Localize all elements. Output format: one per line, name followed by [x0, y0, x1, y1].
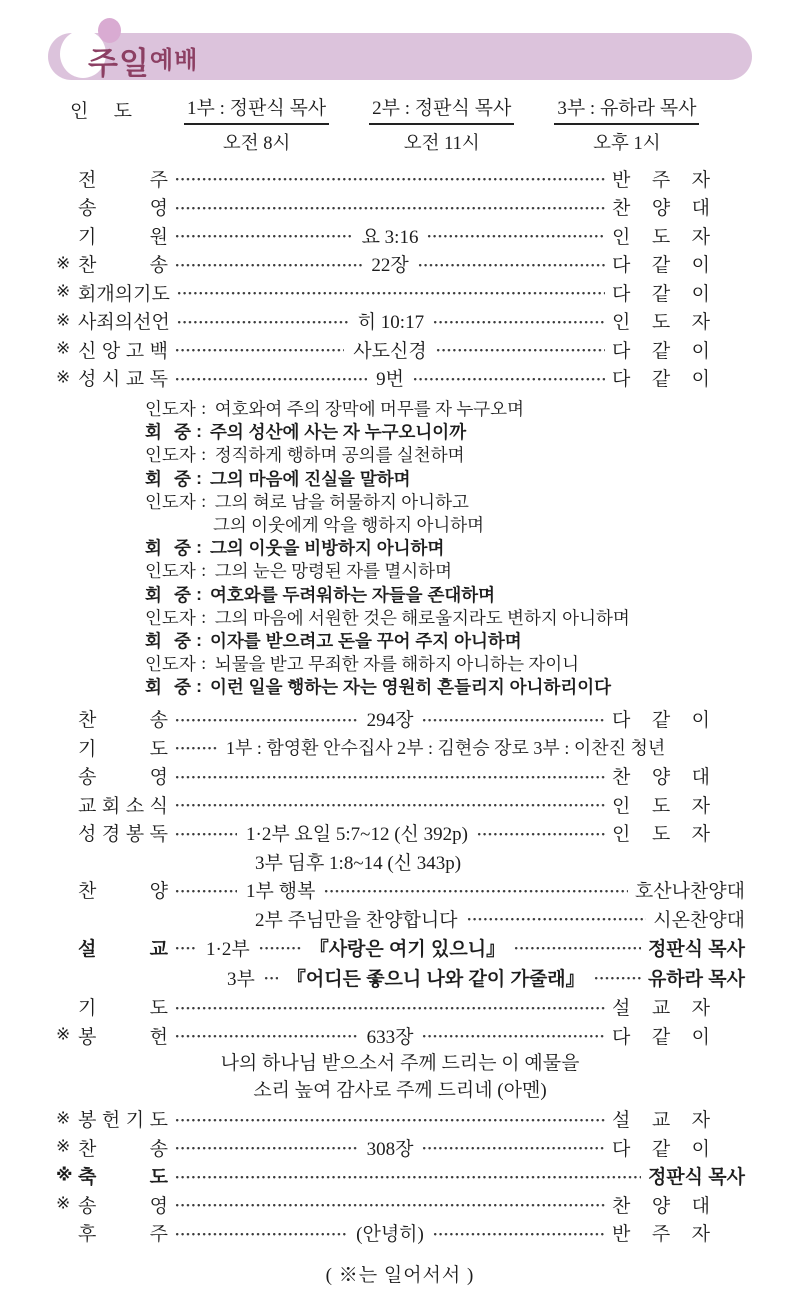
standing-note: ( ※는 일어서서 ): [325, 1264, 475, 1286]
item-person: 시온찬양대: [653, 909, 745, 931]
item-label: 기 도: [78, 998, 168, 1020]
responsive-reading-block: [145, 397, 800, 698]
standing-mark: ※: [56, 1165, 73, 1185]
item-label: 기 원: [78, 226, 168, 248]
standing-mark: ※: [56, 281, 71, 301]
item-detail: 308장: [366, 1138, 414, 1160]
item-person: 다 같 이: [612, 283, 710, 305]
item-detail: 1·2부 요일 5:7~12 (신 392p): [246, 824, 468, 846]
row-sermon-1: [0, 932, 800, 962]
item-person: 호산나찬양대: [634, 881, 745, 903]
service-leaders-row: [0, 93, 800, 155]
service-2-time: 오전 11시: [403, 134, 480, 154]
item-label: 찬 송: [78, 255, 168, 277]
item-person: 찬 양 대: [612, 198, 710, 220]
item-label: 봉 헌 기 도: [78, 1110, 168, 1132]
reading-line: 회 중 : 그의 이웃을 비방하지 아니하며: [145, 537, 445, 559]
item-detail: 22장: [371, 255, 409, 277]
item-label: 교 회 소 식: [78, 795, 168, 817]
reading-text: 그의 이웃에게 악을 행하지 아니하며: [213, 515, 485, 536]
service-1-time: 오전 8시: [222, 134, 291, 154]
reading-line: 회 중 : 그의 마음에 진실을 말하며: [145, 467, 411, 489]
dotted-leader: [175, 376, 367, 383]
dotted-leader: [175, 745, 217, 752]
dotted-leader: [436, 347, 605, 354]
item-person: 다 같 이: [612, 340, 710, 362]
item-label: 기 도: [78, 738, 168, 760]
standing-mark: ※: [56, 338, 71, 358]
row-prelude: [0, 164, 800, 193]
reading-text: 그의 마음에 진실을 말하며: [210, 468, 411, 489]
section-header-banner: [48, 33, 752, 80]
item-person: 다 같 이: [612, 369, 710, 391]
item-label: 후 주: [78, 1224, 168, 1246]
reading-text: 그의 마음에 서원한 것은 해로울지라도 변하지 아니하며: [214, 607, 630, 628]
dotted-leader: [175, 262, 362, 269]
item-person: 인 도 자: [612, 312, 710, 334]
offering-hymn-line1: 나의 하나님 받으소서 주께 드리는 이 예물을: [220, 1053, 580, 1075]
reading-speaker: 인 도 자: [145, 607, 196, 628]
item-label: 성 시 교 독: [78, 369, 168, 391]
dotted-leader: [175, 1145, 358, 1152]
item-person: 다 같 이: [612, 255, 710, 277]
reading-speaker: 인 도 자: [145, 561, 196, 582]
dotted-leader: [427, 233, 605, 240]
row-scripture-reading-line2: [0, 847, 800, 876]
row-announcements: [0, 790, 800, 819]
item-detail: 2부 주님만을 찬양합니다: [255, 909, 458, 931]
reading-line: 인 도 자 : 뇌물을 받고 무죄한 자를 해하지 아니하는 자이니: [145, 653, 580, 675]
reading-speaker: 인 도 자: [145, 654, 196, 675]
page-title-main: 주일: [88, 46, 150, 81]
reading-line: 인 도 자 : 그의 마음에 서원한 것은 해로울지라도 변하지 아니하며: [145, 606, 630, 628]
dotted-leader: [175, 205, 605, 212]
item-person: 반 주 자: [612, 1224, 710, 1246]
row-postlude: [0, 1218, 800, 1247]
item-detail: 사도신경: [353, 340, 427, 362]
row-doxology: [0, 193, 800, 222]
row-closing-doxology: [0, 1190, 800, 1219]
reading-speaker: 인 도 자: [145, 491, 196, 512]
row-anthem-2: [0, 904, 800, 933]
row-responsive-reading: [0, 364, 800, 393]
dotted-leader: [422, 717, 605, 724]
dotted-leader: [175, 717, 358, 724]
item-label: 봉 헌: [78, 1026, 168, 1048]
item-detail: 9번: [376, 369, 404, 391]
reading-text: 뇌물을 받고 무죄한 자를 해하지 아니하는 자이니: [214, 654, 580, 675]
dotted-leader: [324, 888, 628, 895]
service-2-leader: 2부 : 정판식 목사: [369, 93, 514, 125]
dotted-leader: [175, 233, 353, 240]
row-apostles-creed: [0, 335, 800, 364]
item-label: 성 경 봉 독: [78, 824, 168, 846]
item-person: 다 같 이: [612, 1026, 710, 1048]
offering-hymn-line2: 소리 높여 감사로 주께 드리네 (아멘): [253, 1080, 547, 1102]
dotted-leader: [413, 376, 605, 383]
dotted-leader: [467, 916, 647, 923]
row-repentance-prayer: [0, 278, 800, 307]
item-label: 설 교: [78, 938, 168, 960]
row-scripture-reading: [0, 818, 800, 847]
reading-speaker: 인 도 자: [145, 445, 196, 466]
reading-text: 여호와를 두려워하는 자들을 존대하며: [210, 584, 496, 605]
sermon-part: 3부: [227, 968, 255, 990]
reading-speaker: 회 중: [145, 468, 191, 489]
item-label: 찬 송: [78, 710, 168, 732]
leaders-label: 인 도: [70, 101, 132, 122]
standing-mark: ※: [56, 1024, 71, 1044]
reading-line: 회 중 : 주의 성산에 사는 자 누구오니이까: [145, 421, 467, 443]
reading-line-continuation: [145, 513, 800, 536]
dotted-leader: [175, 1174, 641, 1181]
reading-text: 주의 성산에 사는 자 누구오니이까: [210, 422, 467, 443]
item-detail: 294장: [366, 710, 414, 732]
page-title: [88, 38, 198, 83]
item-label: 신 앙 고 백: [78, 340, 168, 362]
row-prayer-leaders: [0, 733, 800, 762]
reading-speaker: 회 중: [145, 422, 191, 443]
item-detail: 1부 : 함영환 안수집사 2부 : 김현승 장로 3부 : 이찬진 청년: [226, 738, 666, 759]
item-label: 찬 송: [78, 1138, 168, 1160]
standing-mark: ※: [56, 1136, 71, 1156]
reading-line: 인 도 자 : 그의 눈은 망령된 자를 멸시하며: [145, 560, 452, 582]
dotted-leader: [477, 831, 605, 838]
offering-hymn-lyrics: [0, 1050, 800, 1104]
item-person: 정판식 목사: [647, 1167, 745, 1189]
standing-mark: ※: [56, 310, 71, 330]
row-sermon-2: [0, 962, 800, 992]
dotted-leader: [175, 802, 605, 809]
sermon-part: 1·2부: [206, 938, 250, 960]
item-label: 회 개 의 기 도: [78, 283, 170, 305]
dotted-leader: [259, 945, 301, 952]
standing-mark: ※: [56, 1193, 71, 1213]
service-3: [554, 93, 699, 155]
reading-line: 회 중 : 여호와를 두려워하는 자들을 존대하며: [145, 583, 496, 605]
row-prayer: [0, 992, 800, 1021]
standing-mark: ※: [56, 253, 71, 273]
reading-text: 여호와여 주의 장막에 머무를 자 누구오며: [214, 399, 524, 420]
page-title-sub: 예배: [149, 47, 199, 74]
row-anthem-1: [0, 875, 800, 904]
dotted-leader: [594, 975, 641, 982]
dotted-leader: [418, 262, 605, 269]
item-detail: 3부 딤후 1:8~14 (신 343p): [255, 852, 462, 874]
service-1: [184, 93, 329, 155]
reading-speaker: 회 중: [145, 584, 191, 605]
service-columns: [184, 93, 699, 155]
sermon-title: 『어디든 좋으니 나와 같이 가줄래』: [286, 968, 585, 990]
reading-line: 인 도 자 : 여호와여 주의 장막에 머무를 자 누구오며: [145, 398, 524, 420]
item-person: 다 같 이: [612, 710, 710, 732]
item-detail: 히 10:17: [357, 312, 425, 334]
dotted-leader: [175, 1005, 605, 1012]
service-3-leader: 3부 : 유하라 목사: [554, 93, 699, 125]
item-person: 다 같 이: [612, 1138, 710, 1160]
reading-speaker: 회 중: [145, 538, 191, 559]
row-hymn-22: [0, 250, 800, 279]
reading-text: 그의 혀로 남을 허물하지 아니하고: [214, 491, 469, 512]
item-person: 설 교 자: [612, 998, 710, 1020]
item-person: 설 교 자: [612, 1110, 710, 1132]
liturgy-order-bottom: [0, 704, 800, 1247]
dotted-leader: [175, 1202, 605, 1209]
reading-text: 이런 일을 행하는 자는 영원히 흔들리지 아니하리이다: [210, 677, 612, 698]
dotted-leader: [175, 774, 605, 781]
reading-text: 그의 이웃을 비방하지 아니하며: [210, 538, 445, 559]
item-person: 유하라 목사: [647, 968, 745, 990]
row-absolution: [0, 307, 800, 336]
liturgy-order-top: [0, 164, 800, 392]
reading-speaker: 인 도 자: [145, 399, 196, 420]
dotted-leader: [264, 975, 278, 982]
item-detail: 요 3:16: [361, 226, 419, 248]
item-person: 찬 양 대: [612, 767, 710, 789]
item-label: 전 주: [78, 169, 168, 191]
dotted-leader: [514, 945, 641, 952]
dotted-leader: [177, 319, 349, 326]
item-person: 인 도 자: [612, 824, 710, 846]
row-hymn-294: [0, 704, 800, 733]
dotted-leader: [422, 1145, 605, 1152]
dotted-leader: [175, 176, 605, 183]
dotted-leader: [177, 290, 605, 297]
row-offering: [0, 1021, 800, 1050]
dotted-leader: [433, 319, 605, 326]
dotted-leader: [175, 831, 237, 838]
reading-text: 정직하게 행하며 공의를 실천하며: [214, 445, 465, 466]
row-invocation: [0, 221, 800, 250]
reading-speaker: 회 중: [145, 677, 191, 698]
item-label: 축 도: [78, 1167, 168, 1189]
dotted-leader: [175, 1231, 347, 1238]
standing-mark: ※: [56, 367, 71, 387]
dotted-leader: [433, 1231, 605, 1238]
item-label: 송 영: [78, 767, 168, 789]
standing-mark: ※: [56, 1108, 71, 1128]
service-2: [369, 93, 514, 155]
row-gloria: [0, 761, 800, 790]
service-1-leader: 1부 : 정판식 목사: [184, 93, 329, 125]
reading-text: 그의 눈은 망령된 자를 멸시하며: [214, 561, 452, 582]
item-detail: 633장: [366, 1026, 414, 1048]
dotted-leader: [175, 1117, 605, 1124]
item-label: 송 영: [78, 1195, 168, 1217]
reading-speaker: 회 중: [145, 630, 191, 651]
reading-line: 회 중 : 이자를 받으려고 돈을 꾸어 주지 아니하며: [145, 629, 522, 651]
row-hymn-308: [0, 1133, 800, 1162]
reading-line: 회 중 : 이런 일을 행하는 자는 영원히 흔들리지 아니하리이다: [145, 676, 612, 698]
sermon-title: 『사랑은 여기 있으니』: [309, 938, 506, 960]
dotted-leader: [175, 347, 344, 354]
item-person: 인 도 자: [612, 226, 710, 248]
item-person: 인 도 자: [612, 795, 710, 817]
dotted-leader: [175, 888, 237, 895]
dotted-leader: [175, 1033, 358, 1040]
service-3-time: 오후 1시: [593, 134, 661, 154]
reading-text: 이자를 받으려고 돈을 꾸어 주지 아니하며: [210, 630, 522, 651]
item-label: 사 죄 의 선 언: [78, 312, 170, 334]
row-benediction: [0, 1161, 800, 1190]
item-detail: (안녕히): [356, 1224, 424, 1246]
dotted-leader: [422, 1033, 605, 1040]
item-label: 송 영: [78, 198, 168, 220]
dotted-leader: [175, 945, 197, 952]
reading-line: 인 도 자 : 정직하게 행하며 공의를 실천하며: [145, 444, 465, 466]
item-person: 정판식 목사: [647, 938, 745, 960]
item-detail: 1부 행복: [246, 881, 316, 903]
item-person: 반 주 자: [612, 169, 710, 191]
reading-line: 인 도 자 : 그의 혀로 남을 허물하지 아니하고: [145, 490, 469, 512]
row-offering-prayer: [0, 1104, 800, 1133]
item-label: 찬 양: [78, 881, 168, 903]
item-person: 찬 양 대: [612, 1195, 710, 1217]
